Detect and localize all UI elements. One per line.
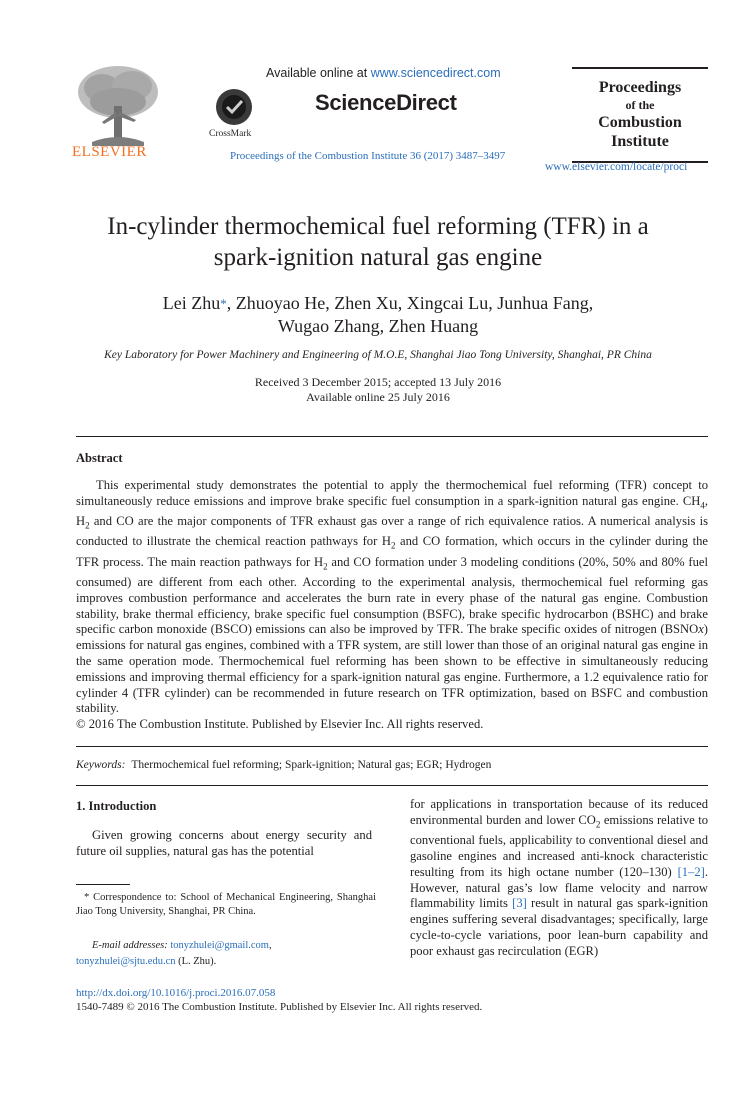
divider-top	[76, 436, 708, 437]
authors-line2: Wugao Zhang, Zhen Huang	[277, 316, 479, 336]
citation-link-3[interactable]: [3]	[512, 896, 527, 911]
journal-title-line1: Proceedings	[598, 79, 682, 96]
keywords-label: Keywords:	[76, 759, 126, 771]
journal-reference-link[interactable]: Proceedings of the Combustion Institute 36 (2017) 3487–3497	[230, 150, 506, 162]
correspondence-footnote: * Correspondence to: School of Mechanical Engineering, Shanghai Jiao Tong University, Shanghai, PR China.	[76, 892, 376, 917]
citation-link-1-2[interactable]: [1–2]	[677, 864, 705, 879]
email-footnote: E-mail addresses: tonyzhulei@gmail.com, tonyzhulei@sjtu.edu.cn (L. Zhu).	[76, 940, 272, 967]
intro-right-column: for applications in transportation because of its reduced environmental burden and lower $CO_2$ emissions relative to conventional fuels, applicability to conventional diesel and gasoline engines and increased anti-knock characteristic resulting from its high octane number (120–130) [1–2]. However, natural gas’s low flame velocity and narrow flammability limits [3] result in natural gas spark-ignition engines suffering several disadvantages; specifically, large cycle-to-cycle variations, poor lean-burn capability and poor exhaust gas recirculation (EGR)	[410, 797, 708, 958]
email-link-2[interactable]: tonyzhulei@sjtu.edu.cn	[76, 956, 176, 967]
keywords	[76, 759, 491, 771]
journal-title-line2: of the	[625, 98, 655, 112]
issn-copyright: 1540-7489 © 2016 The Combustion Institute. Published by Elsevier Inc. All rights reserved.	[76, 1001, 483, 1013]
correspondence-marker-link[interactable]: *	[220, 296, 227, 311]
sciencedirect-logo: ScienceDirect	[315, 90, 457, 115]
abstract-copyright: © 2016 The Combustion Institute. Published by Elsevier Inc. All rights reserved.	[76, 717, 484, 732]
elsevier-tree-logo-icon	[72, 62, 164, 150]
first-author: Lei Zhu	[162, 293, 221, 313]
title-line-2: spark-ignition natural gas engine	[213, 244, 543, 271]
divider-body	[76, 785, 708, 786]
received-date: Received 3 December 2015; accepted 13 July 2016	[254, 375, 502, 389]
abstract-heading: Abstract	[76, 451, 123, 465]
crossmark-label: CrossMark	[209, 129, 252, 139]
journal-title-box	[572, 67, 708, 163]
keywords-list: Thermochemical fuel reforming; Spark-ignition; Natural gas; EGR; Hydrogen	[131, 759, 492, 771]
crossmark-icon[interactable]	[215, 88, 253, 126]
section-heading-introduction: 1. Introduction	[76, 799, 157, 813]
sciencedirect-link[interactable]: www.sciencedirect.com	[370, 66, 501, 80]
article-title	[40, 211, 716, 273]
intro-left-column: Given growing concerns about energy security and future oil supplies, natural gas has the potential	[76, 828, 372, 858]
affiliation: Key Laboratory for Power Machinery and Engineering of M.O.E, Shanghai Jiao Tong University, Shanghai, PR China	[104, 349, 652, 361]
title-line-1: In-cylinder thermochemical fuel reforming (TFR) in a	[107, 213, 649, 240]
divider-keywords	[76, 746, 708, 747]
article-dates	[40, 375, 716, 405]
elsevier-logo-text: ELSEVIER	[72, 144, 147, 160]
author-list	[40, 292, 716, 338]
abstract-body: This experimental study demonstrates the potential to apply the thermochemical fuel reforming (TFR) concept to simultaneously reduce emissions and improve brake specific fuel consumption in a spark-ignition natural gas engine. $CH_4$, $H_2$ and CO are the major components of TFR exhaust gas over a range of rich equivalence ratios. A numerical analysis is conducted to illustrate the chemical reaction pathways for $H_2$ and CO formation, which occurs in the cylinder during the TFR process. The main reaction pathways for $H_2$ and CO formation under 3 modeling conditions (20%, 50% and 80% fuel consumed) are different from each other. According to the experimental analysis, thermochemical fuel reforming gas improves combustion performance and accelerates the burn rate in every phase of the natural gas engine. Combustion stability, brake thermal efficiency, brake specific fuel consumption (BSFC), brake specific hydrocarbon (BSHC) and brake specific carbon monoxide (BSCO) emissions can also be improved by TFR. The brake specific oxides of nitrogen (BSNOx) emissions for natural gas engines, combined with a TFR system, are still lower than those of an original natural gas engine in the same operation mode. Thermochemical fuel reforming has been shown to be effective in simultaneously reducing emissions and improving thermal efficiency for a spark-ignition natural gas engine. Furthermore, a 1.2 equivalence ratio for cylinder 4 (TFR cylinder) can be recommended in future research on TFR optimization, based on BSFC and combustion stability. © 2016 The Combustion Institute. Published by Elsevier Inc. All rights reserved.	[76, 478, 709, 732]
available-online-line: Available online at www.sciencedirect.com	[266, 66, 501, 80]
doi-link[interactable]: http://dx.doi.org/10.1016/j.proci.2016.07.058	[76, 987, 276, 999]
journal-site-link[interactable]: www.elsevier.com/locate/proci	[545, 161, 688, 173]
available-date: Available online 25 July 2016	[306, 390, 450, 404]
authors-line1-rest: , Zhuoyao He, Zhen Xu, Xingcai Lu, Junhua Fang,	[226, 293, 594, 313]
footnote-rule	[76, 884, 130, 885]
journal-title-line4: Institute	[611, 133, 669, 150]
journal-title-line3: Combustion	[598, 114, 682, 131]
email-link-1[interactable]: tonyzhulei@gmail.com	[170, 940, 269, 951]
